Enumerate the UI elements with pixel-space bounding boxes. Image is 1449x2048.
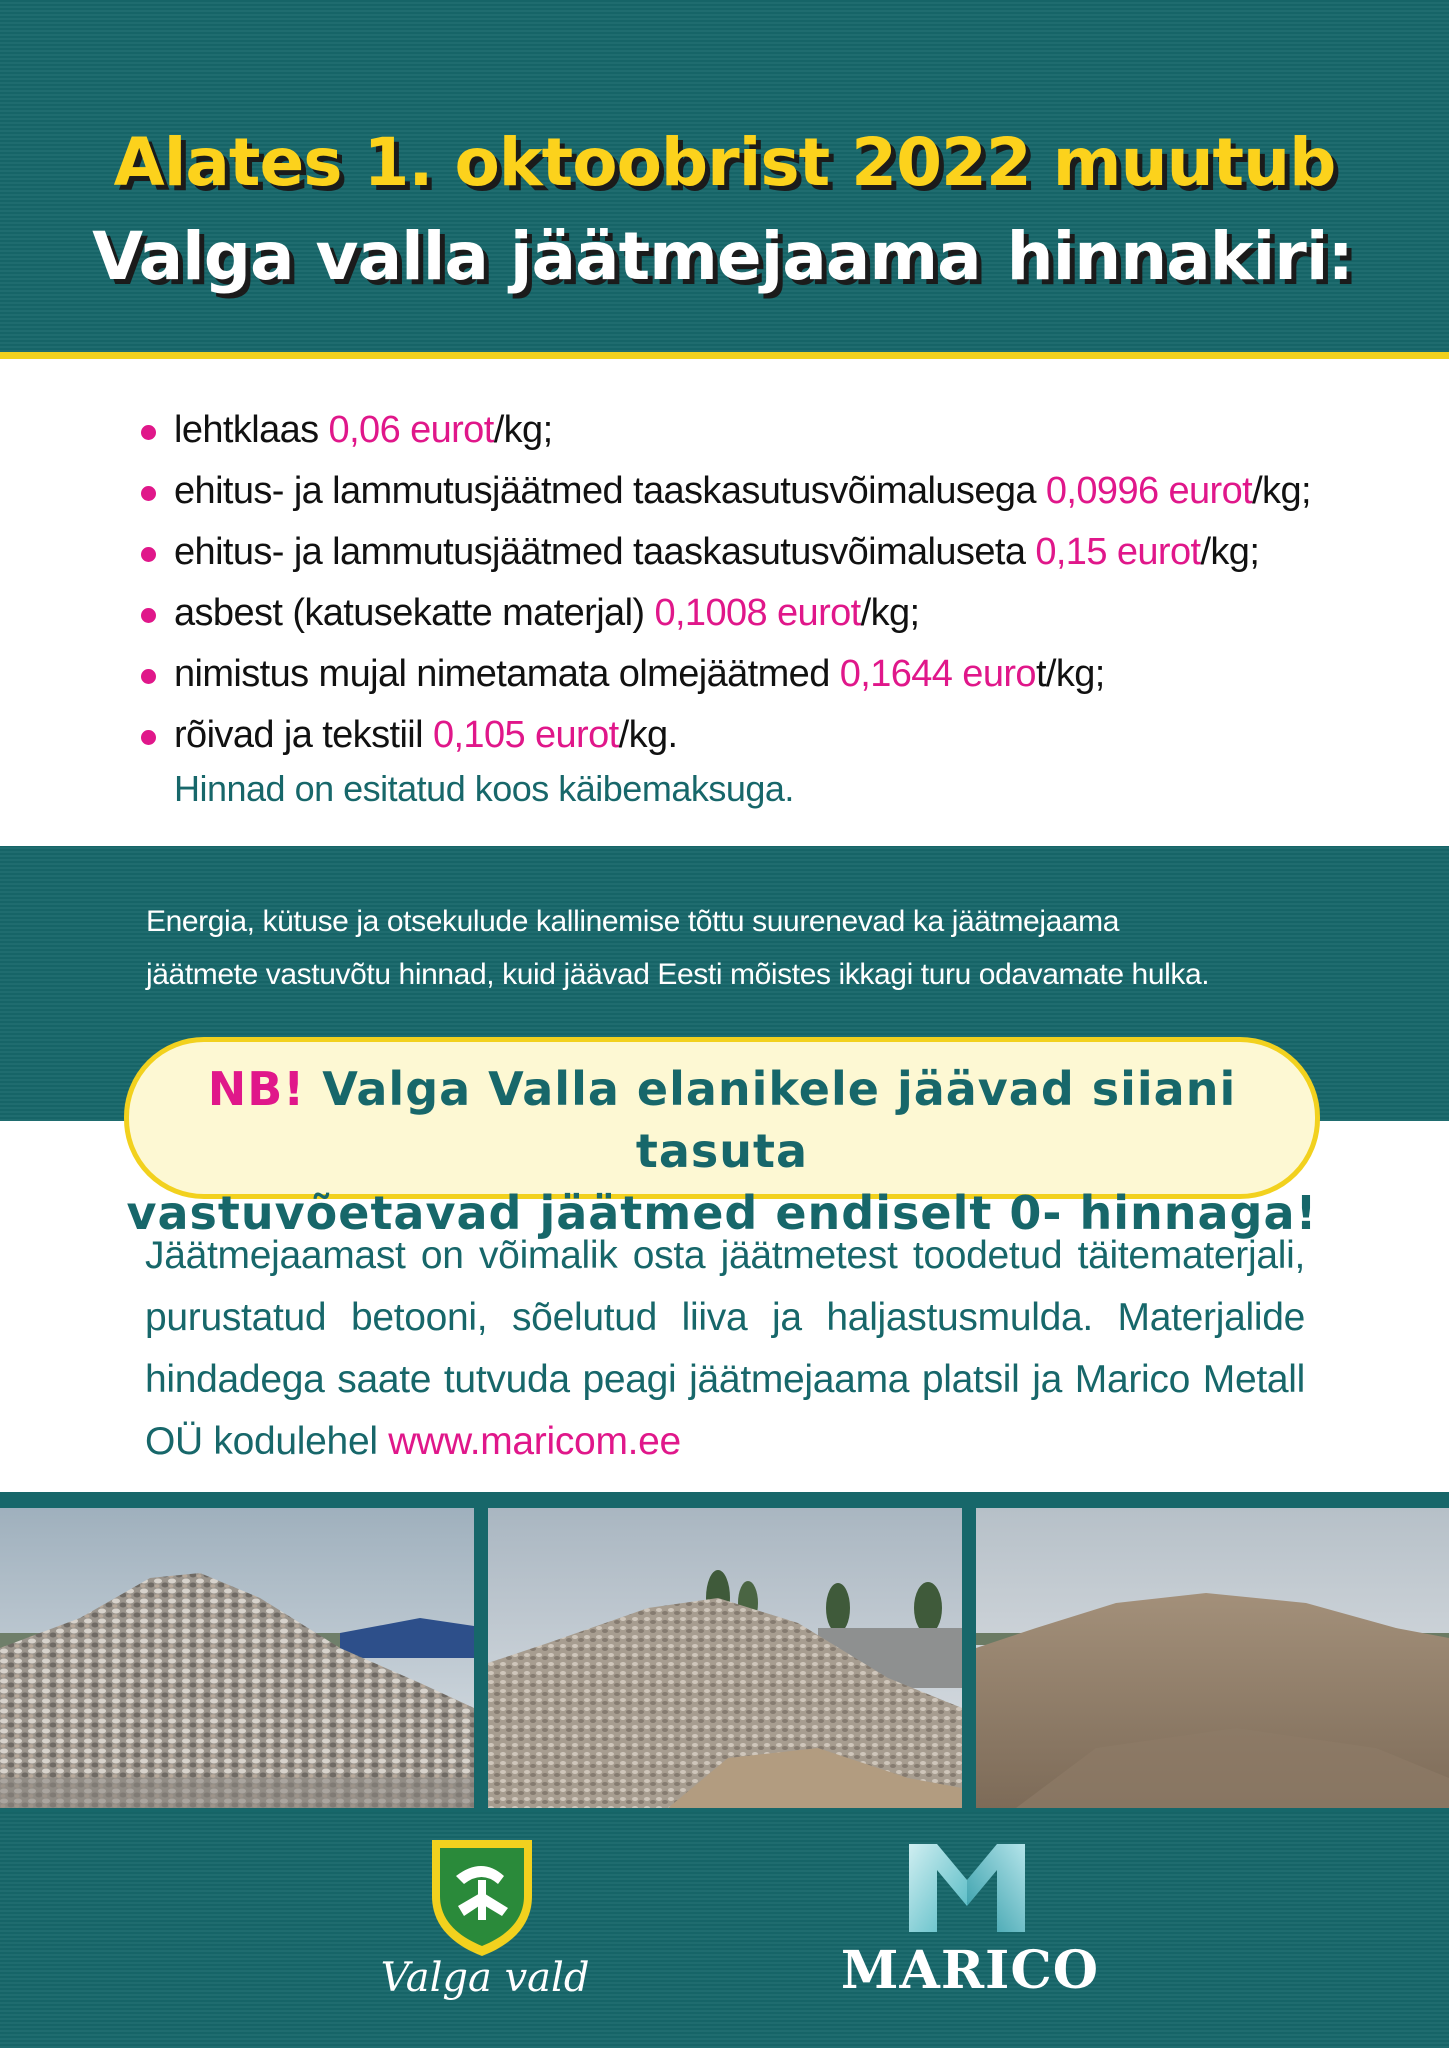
- price-item-price: 0,06 eurot: [328, 409, 494, 451]
- vat-note: Hinnad on esitatud koos käibemaksuga.: [174, 768, 794, 809]
- headline-highlight-text: hinnakiri:: [1006, 218, 1353, 295]
- header-rule: [0, 352, 1449, 359]
- nb-label: NB!: [207, 1062, 306, 1116]
- price-item: [138, 461, 1418, 522]
- nb-line-1: [124, 1058, 1320, 1182]
- price-list: [138, 400, 1418, 766]
- energy-line-2: jäätmete vastuvõtu hinnad, kuid jäävad Eesti mõistes ikkagi turu odavamate hulka.: [146, 958, 1210, 991]
- headline-line-2: [0, 218, 1449, 295]
- bullet-icon: [141, 547, 156, 562]
- bullet-icon: [141, 730, 156, 745]
- price-item: [138, 522, 1418, 583]
- price-item-unit: /kg.: [618, 714, 678, 756]
- price-item-price: 0,0996 eurot: [1045, 470, 1253, 512]
- info-text: Jäätmejaamast on võimalik osta jäätmetest toodetud täitematerjali, purustatud betooni, sõelutud liiva ja haljastusmulda. Materjalide hindadega saate tutvuda peagi jäätmejaama platsil ja Marico Metall OÜ kodulehel: [145, 1234, 1305, 1463]
- bullet-icon: [141, 669, 156, 684]
- footer-band: [0, 1812, 1449, 2048]
- price-item-label: lehtklaas: [174, 409, 329, 451]
- soil-pile-photo: [976, 1508, 1449, 1808]
- price-item-label: ehitus- ja lammutusjäätmed taaskasutusvõimaluseta: [174, 531, 1036, 573]
- valga-crest-icon: [428, 1836, 536, 1958]
- energy-line-1: Energia, kütuse ja otsekulude kallinemise tõttu suurenevad ka jäätmejaama: [146, 905, 1120, 938]
- website-link[interactable]: www.maricom.ee: [388, 1420, 681, 1463]
- price-item-label: asbest (katusekatte materjal): [174, 592, 655, 634]
- marico-label: MARICO: [840, 1940, 1100, 2001]
- price-item-price: 0,1644 euro: [839, 653, 1036, 695]
- price-item-unit: t/kg;: [1035, 653, 1105, 695]
- price-item-unit: /kg;: [1252, 470, 1311, 512]
- price-item-unit: /kg;: [860, 592, 920, 634]
- bullet-icon: [141, 486, 156, 501]
- price-item-label: ehitus- ja lammutusjäätmed taaskasutusvõimalusega: [174, 470, 1046, 512]
- crushed-concrete-photo: [488, 1508, 962, 1808]
- headline-line-2-main: Valga valla jäätmejaama: [92, 218, 981, 295]
- marico-logo-icon: [905, 1836, 1029, 1936]
- nb-callout-text: [124, 1058, 1320, 1244]
- price-item: [138, 644, 1418, 705]
- headline-highlight: [1003, 218, 1357, 295]
- price-item-price: 0,1008 eurot: [654, 592, 861, 634]
- nb-line-1-text: Valga Valla elanikele jäävad siiani tasuta: [305, 1062, 1237, 1178]
- price-item: [138, 583, 1418, 644]
- info-paragraph: [145, 1225, 1305, 1473]
- headline-line-1: Alates 1. oktoobrist 2022 muutub: [113, 124, 1336, 201]
- price-item-unit: /kg;: [493, 409, 553, 451]
- price-item-label: nimistus mujal nimetamata olmejäätmed: [174, 653, 840, 695]
- bullet-icon: [141, 608, 156, 623]
- price-item: [138, 705, 1418, 766]
- valga-vald-label: Valga vald: [380, 1955, 590, 2001]
- price-item-label: rõivad ja tekstiil: [174, 714, 433, 756]
- price-item-price: 0,15 eurot: [1035, 531, 1201, 573]
- bullet-icon: [141, 425, 156, 440]
- price-item-unit: /kg;: [1200, 531, 1260, 573]
- gravel-pile-photo: [0, 1508, 474, 1808]
- nb-line-2: vastuvõetavad jäätmed endiselt 0- hinnaga!: [126, 1186, 1318, 1240]
- energy-paragraph: [146, 895, 1346, 1001]
- price-item: [138, 400, 1418, 461]
- price-item-price: 0,105 eurot: [432, 714, 619, 756]
